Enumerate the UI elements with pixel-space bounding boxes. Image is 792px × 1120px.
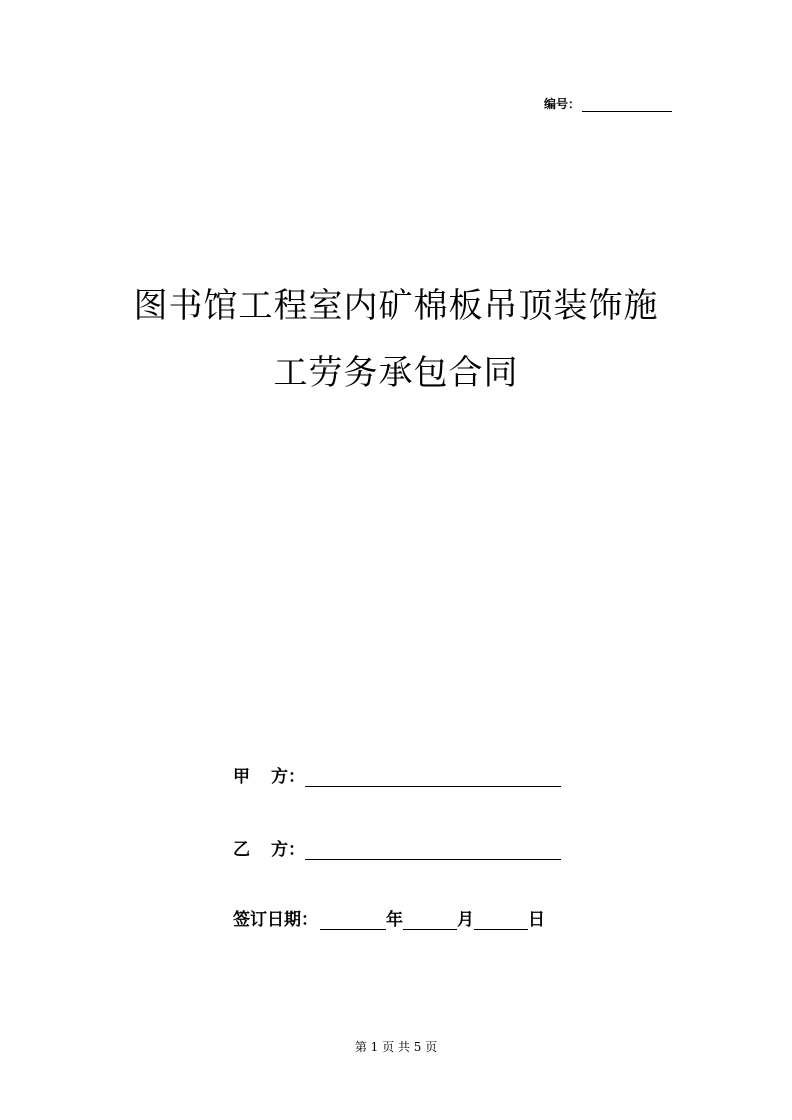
document-title-line-2: 工劳务承包合同 (273, 353, 519, 393)
sign-date-label: 签订日期： (233, 910, 318, 930)
sign-date-year-label: 年 (386, 910, 403, 930)
serial-number (544, 95, 672, 112)
party-b-label (233, 835, 305, 860)
party-a-label-suffix: 方： (271, 767, 305, 787)
party-b-label-suffix: 方： (271, 840, 305, 860)
sign-date-day-field[interactable] (474, 911, 528, 930)
document-title-line-1: 图书馆工程室内矿棉板吊顶装饰施 (133, 286, 659, 326)
serial-number-field[interactable] (582, 97, 672, 112)
serial-number-label: 编号： (544, 97, 581, 111)
party-b-row (233, 835, 561, 860)
sign-date-row (233, 905, 545, 930)
party-b-field[interactable] (305, 841, 561, 860)
party-a-field[interactable] (305, 768, 561, 787)
sign-date-year-field[interactable] (320, 911, 386, 930)
party-a-label-char: 甲 (233, 767, 250, 787)
sign-date-month-label: 月 (457, 910, 474, 930)
party-b-label-char: 乙 (233, 840, 250, 860)
sign-date-month-field[interactable] (403, 911, 457, 930)
sign-date-day-label: 日 (528, 910, 545, 930)
party-a-label (233, 762, 305, 787)
page-footer: 第 1 页 共 5 页 (354, 1040, 438, 1054)
party-a-row (233, 762, 561, 787)
